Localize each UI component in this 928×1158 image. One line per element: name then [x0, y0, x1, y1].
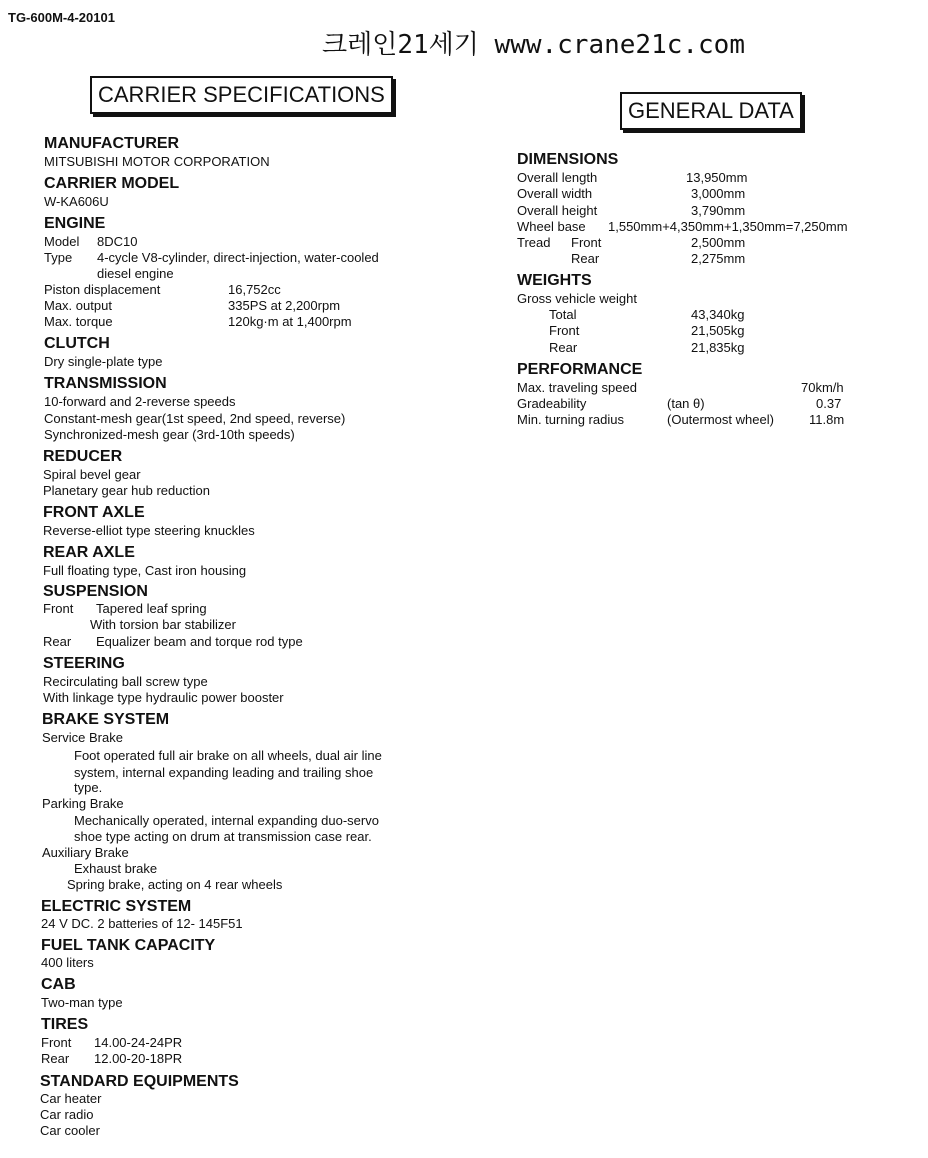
- equipment-item: Car cooler: [40, 1123, 100, 1138]
- engine-type-label: Type: [44, 250, 73, 265]
- auxiliary-brake-line-2: Spring brake, acting on 4 rear wheels: [67, 877, 283, 892]
- reducer-line: Spiral bevel gear: [43, 467, 141, 482]
- engine-heading: ENGINE: [44, 215, 106, 232]
- service-brake-label: Service Brake: [42, 730, 123, 745]
- service-brake-line: system, internal expanding leading and trailing shoe: [74, 765, 374, 780]
- turning-radius-value: 11.8m: [809, 412, 845, 427]
- transmission-line: 10-forward and 2-reverse speeds: [44, 394, 236, 409]
- rear-axle-heading: REAR AXLE: [43, 544, 135, 561]
- weight-total-value: 43,340kg: [691, 307, 745, 322]
- standard-equipments-heading: STANDARD EQUIPMENTS: [40, 1073, 239, 1090]
- suspension-rear-label: Rear: [43, 634, 72, 649]
- engine-type-value: 4-cycle V8-cylinder, direct-injection, water-cooled: [97, 250, 379, 265]
- steering-line: With linkage type hydraulic power booster: [43, 690, 284, 705]
- weight-front-label: Front: [549, 323, 580, 338]
- transmission-heading: TRANSMISSION: [44, 375, 167, 392]
- steering-heading: STEERING: [43, 655, 125, 672]
- equipment-item: Car radio: [40, 1107, 94, 1122]
- cab-value: Two-man type: [41, 995, 123, 1010]
- transmission-line: Synchronized-mesh gear (3rd-10th speeds): [44, 427, 295, 442]
- reducer-line: Planetary gear hub reduction: [43, 483, 210, 498]
- weights-heading: WEIGHTS: [517, 272, 592, 289]
- max-speed-label: Max. traveling speed: [517, 380, 637, 395]
- gradeability-note: (tan θ): [667, 396, 705, 411]
- weight-front-value: 21,505kg: [691, 323, 745, 338]
- electric-system-value: 24 V DC. 2 batteries of 12- 145F51: [41, 916, 243, 931]
- front-axle-heading: FRONT AXLE: [43, 504, 145, 521]
- document-id: TG-600M-4-20101: [8, 10, 115, 25]
- manufacturer-value: MITSUBISHI MOTOR CORPORATION: [44, 154, 270, 169]
- performance-heading: PERFORMANCE: [517, 361, 643, 378]
- wheel-base-value: 1,550mm+4,350mm+1,350mm=7,250mm: [608, 219, 848, 234]
- cab-heading: CAB: [41, 976, 76, 993]
- displacement-value: 16,752cc: [228, 282, 281, 297]
- weight-rear-label: Rear: [549, 340, 578, 355]
- front-axle-value: Reverse-elliot type steering knuckles: [43, 523, 255, 538]
- gradeability-label: Gradeability: [517, 396, 587, 411]
- tires-front-label: Front: [41, 1035, 72, 1050]
- tires-rear-value: 12.00-20-18PR: [94, 1051, 183, 1066]
- equipment-item: Car heater: [40, 1091, 102, 1106]
- overall-height-value: 3,790mm: [691, 203, 746, 218]
- manufacturer-heading: MANUFACTURER: [44, 135, 180, 152]
- overall-length-value: 13,950mm: [686, 170, 748, 185]
- service-brake-line: type.: [74, 780, 103, 795]
- max-output-label: Max. output: [44, 298, 112, 313]
- tread-rear-label: Rear: [571, 251, 600, 266]
- parking-brake-line: Mechanically operated, internal expanding duo-servo: [74, 813, 379, 828]
- suspension-front-value: Tapered leaf spring: [96, 601, 207, 616]
- overall-width-label: Overall width: [517, 186, 593, 201]
- displacement-label: Piston displacement: [44, 282, 161, 297]
- overall-height-label: Overall height: [517, 203, 598, 218]
- engine-model-label: Model: [44, 234, 80, 249]
- max-output-value: 335PS at 2,200rpm: [228, 298, 341, 313]
- weight-rear-value: 21,835kg: [691, 340, 745, 355]
- tires-front-value: 14.00-24-24PR: [94, 1035, 183, 1050]
- reducer-heading: REDUCER: [43, 448, 123, 465]
- fuel-tank-heading: FUEL TANK CAPACITY: [41, 937, 216, 954]
- rear-axle-value: Full floating type, Cast iron housing: [43, 563, 247, 578]
- parking-brake-label: Parking Brake: [42, 796, 124, 811]
- tread-rear-value: 2,275mm: [691, 251, 746, 266]
- tread-front-label: Front: [571, 235, 602, 250]
- carrier-specifications-title: CARRIER SPECIFICATIONS: [90, 76, 393, 114]
- max-torque-value: 120kg·m at 1,400rpm: [228, 314, 352, 329]
- tires-heading: TIRES: [41, 1016, 89, 1033]
- overall-length-label: Overall length: [517, 170, 598, 185]
- clutch-value: Dry single-plate type: [44, 354, 163, 369]
- electric-system-heading: ELECTRIC SYSTEM: [41, 898, 192, 915]
- turning-radius-label: Min. turning radius: [517, 412, 624, 427]
- suspension-front-value-2: With torsion bar stabilizer: [90, 617, 236, 632]
- overall-width-value: 3,000mm: [691, 186, 746, 201]
- dimensions-heading: DIMENSIONS: [517, 151, 619, 168]
- auxiliary-brake-line: Exhaust brake: [74, 861, 158, 876]
- engine-model-value: 8DC10: [97, 234, 138, 249]
- gradeability-value: 0.37: [816, 396, 842, 411]
- carrier-model-heading: CARRIER MODEL: [44, 175, 180, 192]
- steering-line: Recirculating ball screw type: [43, 674, 208, 689]
- carrier-model-value: W-KA606U: [44, 194, 109, 209]
- max-speed-value: 70km/h: [801, 380, 844, 395]
- max-torque-label: Max. torque: [44, 314, 113, 329]
- fuel-tank-value: 400 liters: [41, 955, 94, 970]
- auxiliary-brake-label: Auxiliary Brake: [42, 845, 129, 860]
- engine-type-value-2: diesel engine: [97, 266, 174, 281]
- turning-radius-note: (Outermost wheel): [667, 412, 774, 427]
- clutch-heading: CLUTCH: [44, 335, 110, 352]
- tread-label: Tread: [517, 235, 551, 250]
- gross-weight-label: Gross vehicle weight: [517, 291, 637, 306]
- suspension-heading: SUSPENSION: [43, 583, 148, 600]
- general-data-title: GENERAL DATA: [620, 92, 802, 130]
- suspension-front-label: Front: [43, 601, 74, 616]
- weight-total-label: Total: [549, 307, 577, 322]
- tread-front-value: 2,500mm: [691, 235, 746, 250]
- brake-system-heading: BRAKE SYSTEM: [42, 711, 170, 728]
- service-brake-line: Foot operated full air brake on all wheels, dual air line: [74, 748, 382, 763]
- transmission-line: Constant-mesh gear(1st speed, 2nd speed, reverse): [44, 411, 346, 426]
- watermark-text: 크레인21세기 www.crane21c.com: [322, 30, 745, 60]
- suspension-rear-value: Equalizer beam and torque rod type: [96, 634, 303, 649]
- parking-brake-line: shoe type acting on drum at transmission case rear.: [74, 829, 372, 844]
- wheel-base-label: Wheel base: [517, 219, 586, 234]
- tires-rear-label: Rear: [41, 1051, 70, 1066]
